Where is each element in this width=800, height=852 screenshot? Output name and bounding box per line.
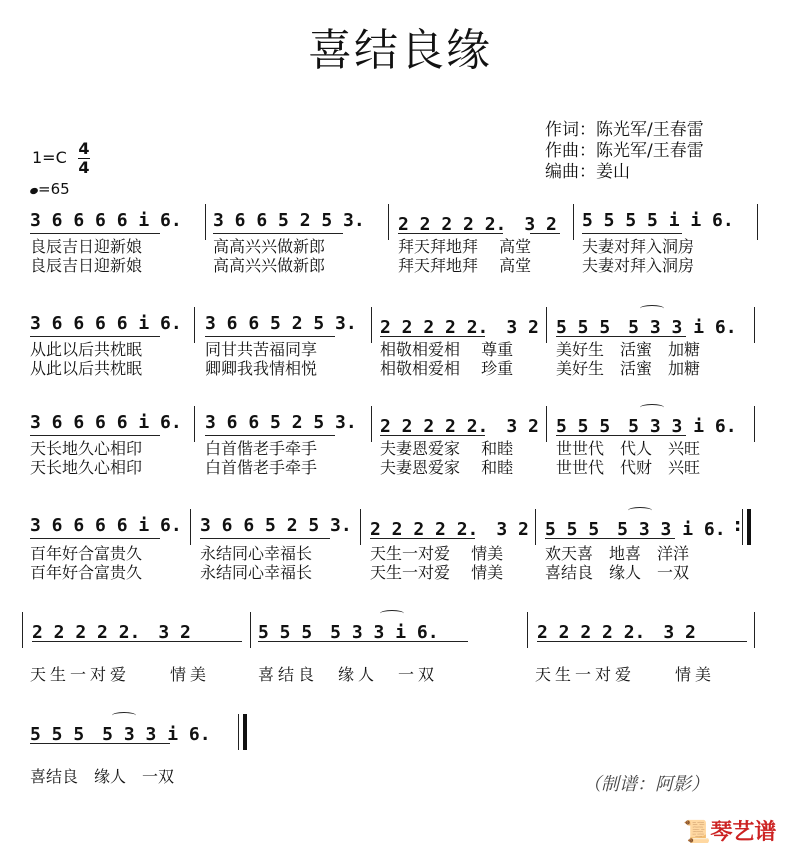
- measure: 5 5 5 5 3 3 i 6.: [556, 317, 737, 338]
- composer: 作曲：陈光军/王春雷: [545, 141, 704, 161]
- lyric-line: 天生一对爱 情美: [370, 544, 504, 563]
- lyric-line: 天生一对爱 情美: [370, 563, 504, 582]
- repeat-sign: :: [734, 515, 742, 536]
- logo-icon: 📜: [683, 820, 711, 845]
- tempo-marking: [30, 180, 70, 198]
- lyric-line: 百年好合富贵久: [30, 544, 143, 563]
- measure: 2 2 2 2 2. 3 2: [380, 317, 539, 338]
- measure: 3 6 6 6 6 i 6.: [30, 412, 182, 433]
- measure: 5 5 5 5 3 3 i 6.: [30, 724, 211, 745]
- lyric-line: 世世代 代财 兴旺: [556, 458, 701, 477]
- lyric-line: 喜结良 缘人 一双: [258, 665, 439, 684]
- lyric-line: 从此以后共枕眠: [30, 340, 143, 359]
- lyric-line: 喜结良 缘人 一双: [545, 563, 690, 582]
- lyric-line: 天长地久心相印: [30, 439, 143, 458]
- time-signature: [78, 140, 90, 177]
- measure: 2 2 2 2 2. 3 2: [32, 622, 191, 643]
- lyric-line: 美好生 活蜜 加糖: [556, 340, 701, 359]
- lyric-line: 天生一对爱 情美: [535, 665, 716, 684]
- site-logo[interactable]: [683, 815, 776, 846]
- lyric-line: 相敬相爱相 尊重: [380, 340, 514, 359]
- lyric-line: 喜结良 缘人 一双: [30, 767, 175, 786]
- measure: 2 2 2 2 2. 3 2: [380, 416, 539, 437]
- lyric-line: 卿卿我我情相悦: [205, 359, 318, 378]
- lyric-line: 世世代 代人 兴旺: [556, 439, 701, 458]
- lyric-line: 永结同心幸福长: [200, 544, 313, 563]
- lyric-line: 良辰吉日迎新娘: [30, 256, 143, 275]
- measure: 3 6 6 5 2 5 3.: [205, 412, 357, 433]
- meter-top: 4: [78, 139, 90, 158]
- lyric-line: 拜天拜地拜 高堂: [398, 237, 532, 256]
- lyric-line: 百年好合富贵久: [30, 563, 143, 582]
- lyric-line: 夫妻对拜入洞房: [582, 256, 695, 275]
- lyric-line: 高高兴兴做新郎: [213, 256, 326, 275]
- lyric-line: 白首偕老手牵手: [205, 458, 318, 477]
- measure: 3 6 6 5 2 5 3.: [200, 515, 352, 536]
- key-signature: 1=C: [32, 148, 67, 167]
- measure: 5 5 5 5 3 3 i 6.: [556, 416, 737, 437]
- lyric-line: 美好生 活蜜 加糖: [556, 359, 701, 378]
- lyric-line: 同甘共苦福同享: [205, 340, 318, 359]
- lyric-line: 天长地久心相印: [30, 458, 143, 477]
- measure: 5 5 5 5 3 3 i 6.: [258, 622, 439, 643]
- measure: 2 2 2 2 2. 3 2: [398, 214, 557, 235]
- lyric-line: 夫妻恩爱家 和睦: [380, 439, 514, 458]
- score-title: 喜结良缘: [308, 25, 492, 76]
- lyric-line: 夫妻对拜入洞房: [582, 237, 695, 256]
- measure: 3 6 6 5 2 5 3.: [205, 313, 357, 334]
- lyric-line: 夫妻恩爱家 和睦: [380, 458, 514, 477]
- measure: 3 6 6 6 6 i 6.: [30, 210, 182, 231]
- credits: [545, 120, 704, 183]
- tempo-value: =65: [38, 180, 70, 198]
- measure: 3 6 6 6 6 i 6.: [30, 313, 182, 334]
- measure: 2 2 2 2 2. 3 2: [537, 622, 696, 643]
- measure: 3 6 6 6 6 i 6.: [30, 515, 182, 536]
- arranger: 编曲：姜山: [545, 162, 630, 182]
- lyric-line: 白首偕老手牵手: [205, 439, 318, 458]
- lyric-line: 欢天喜 地喜 洋洋: [545, 544, 690, 563]
- measure: 3 6 6 5 2 5 3.: [213, 210, 365, 231]
- lyric-line: 相敬相爱相 珍重: [380, 359, 514, 378]
- lyric-line: 拜天拜地拜 高堂: [398, 256, 532, 275]
- lyric-line: 从此以后共枕眠: [30, 359, 143, 378]
- measure: 5 5 5 5 i i 6.: [582, 210, 734, 231]
- measure: 2 2 2 2 2. 3 2: [370, 519, 529, 540]
- lyric-line: 天生一对爱 情美: [30, 665, 211, 684]
- lyric-line: 永结同心幸福长: [200, 563, 313, 582]
- lyricist: 作词：陈光军/王春雷: [545, 120, 704, 140]
- transcriber-credit: （制谱：阿影）: [583, 774, 709, 795]
- measure: 5 5 5 5 3 3 i 6.: [545, 519, 726, 540]
- meter-bottom: 4: [78, 158, 90, 177]
- lyric-line: 良辰吉日迎新娘: [30, 237, 143, 256]
- logo-text: 琴艺谱: [710, 820, 777, 845]
- lyric-line: 高高兴兴做新郎: [213, 237, 326, 256]
